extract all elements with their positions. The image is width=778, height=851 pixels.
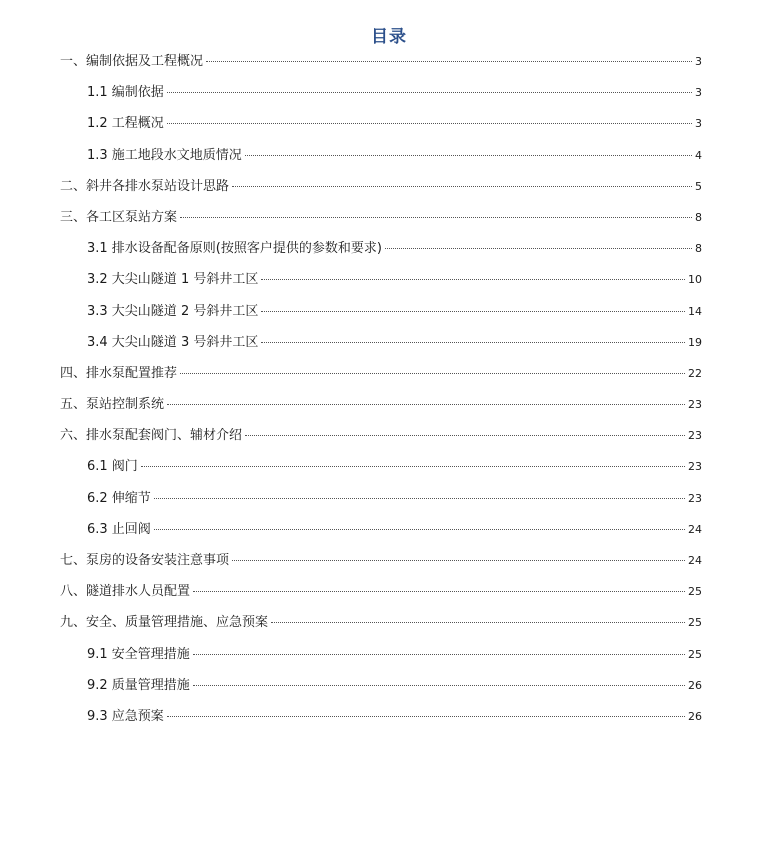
toc-entry-text: 二、斜井各排水泵站设计思路 — [60, 178, 230, 194]
toc-page-number: 14 — [688, 304, 702, 318]
toc-leader-dots — [271, 622, 685, 623]
toc-page-number: 25 — [688, 647, 702, 661]
toc-entry-9[interactable] — [60, 613, 702, 644]
toc-entry-text: 3.2 大尖山隧道 1 号斜井工区 — [87, 272, 259, 288]
toc-leader-dots — [245, 435, 685, 436]
toc-leader-dots — [167, 404, 685, 405]
toc-entry-3-3[interactable] — [60, 302, 702, 333]
toc-entry-text: 3.1 排水设备配备原则(按照客户提供的参数和要求) — [87, 241, 382, 257]
toc-entry-3-4[interactable] — [60, 333, 702, 364]
toc-entry-text: 6.2 伸缩节 — [87, 490, 151, 506]
toc-leader-dots — [167, 92, 692, 93]
toc-entry-1-1[interactable] — [60, 83, 702, 114]
toc-leader-dots — [193, 591, 685, 592]
toc-entry-text: 五、泵站控制系统 — [60, 397, 165, 413]
toc-page-number: 3 — [695, 86, 702, 100]
toc-page-number: 4 — [695, 148, 702, 162]
toc-entry-1-3[interactable] — [60, 146, 702, 177]
toc-page-number: 22 — [688, 366, 702, 380]
toc-leader-dots — [245, 155, 692, 156]
toc-entry-6-2[interactable] — [60, 489, 702, 520]
toc-entry-1[interactable] — [60, 52, 702, 83]
toc-entry-text: 6.1 阀门 — [87, 459, 138, 475]
toc-entry-text: 1.2 工程概况 — [87, 116, 164, 132]
toc-page-number: 26 — [688, 709, 702, 723]
toc-entry-8[interactable] — [60, 582, 702, 613]
toc-entry-9-1[interactable] — [60, 645, 702, 676]
toc-leader-dots — [154, 498, 685, 499]
toc-leader-dots — [261, 342, 685, 343]
toc-leader-dots — [193, 685, 685, 686]
toc-entry-3-1[interactable] — [60, 239, 702, 270]
toc-page-number: 26 — [688, 678, 702, 692]
toc-entry-3-2[interactable] — [60, 270, 702, 301]
toc-entry-text: 八、隧道排水人员配置 — [60, 584, 191, 600]
toc-leader-dots — [180, 217, 692, 218]
toc-page-number: 24 — [688, 554, 702, 567]
toc-title: 目录 — [371, 27, 407, 47]
toc-entry-text: 3.3 大尖山隧道 2 号斜井工区 — [87, 303, 259, 319]
toc-entry-text: 1.1 编制依据 — [87, 85, 164, 101]
toc-page-number: 8 — [695, 242, 702, 256]
toc-entry-6-3[interactable] — [60, 520, 702, 551]
toc-entry-4[interactable] — [60, 364, 702, 395]
toc-entry-text: 三、各工区泵站方案 — [60, 209, 178, 225]
toc-entry-1-2[interactable] — [60, 114, 702, 145]
toc-leader-dots — [385, 248, 692, 249]
toc-entry-text: 四、排水泵配置推荐 — [60, 365, 178, 381]
toc-leader-dots — [206, 61, 692, 62]
toc-page-number: 25 — [688, 585, 702, 599]
toc-entry-text: 3.4 大尖山隧道 3 号斜井工区 — [87, 334, 259, 350]
toc-leader-dots — [141, 466, 685, 467]
toc-page-number: 23 — [688, 491, 702, 505]
toc-leader-dots — [154, 529, 685, 530]
toc-leader-dots — [232, 560, 685, 561]
toc-entry-text: 六、排水泵配套阀门、辅材介绍 — [60, 428, 243, 444]
toc-page-number: 10 — [688, 273, 702, 287]
toc-page-number: 5 — [695, 179, 702, 193]
toc-page-number: 19 — [688, 335, 702, 349]
toc-page-number: 3 — [695, 55, 702, 68]
toc-entry-9-3[interactable] — [60, 707, 702, 738]
toc-list — [60, 52, 702, 738]
toc-entry-text: 9.1 安全管理措施 — [87, 646, 190, 662]
toc-entry-text: 9.3 应急预案 — [87, 708, 164, 724]
toc-leader-dots — [261, 279, 685, 280]
toc-entry-2[interactable] — [60, 177, 702, 208]
toc-page-number: 23 — [688, 460, 702, 474]
toc-entry-text: 九、安全、质量管理措施、应急预案 — [60, 615, 269, 631]
toc-entry-6-1[interactable] — [60, 457, 702, 488]
toc-leader-dots — [167, 123, 692, 124]
toc-leader-dots — [232, 186, 692, 187]
toc-leader-dots — [261, 311, 685, 312]
toc-entry-7[interactable] — [60, 551, 702, 582]
toc-leader-dots — [167, 716, 685, 717]
toc-entry-text: 6.3 止回阀 — [87, 521, 151, 537]
toc-entry-5[interactable] — [60, 395, 702, 426]
toc-entry-6[interactable] — [60, 426, 702, 457]
toc-entry-text: 1.3 施工地段水文地质情况 — [87, 147, 242, 163]
toc-page-number: 8 — [695, 210, 702, 224]
toc-entry-9-2[interactable] — [60, 676, 702, 707]
toc-entry-text: 七、泵房的设备安装注意事项 — [60, 553, 230, 568]
toc-page-number: 24 — [688, 522, 702, 536]
toc-leader-dots — [180, 373, 685, 374]
toc-entry-3[interactable] — [60, 208, 702, 239]
toc-page-number: 23 — [688, 398, 702, 412]
toc-page-number: 25 — [688, 616, 702, 630]
toc-entry-text: 一、编制依据及工程概况 — [60, 54, 204, 69]
toc-entry-text: 9.2 质量管理措施 — [87, 677, 190, 693]
toc-page-number: 3 — [695, 117, 702, 131]
toc-page-number: 23 — [688, 429, 702, 443]
toc-leader-dots — [193, 654, 685, 655]
